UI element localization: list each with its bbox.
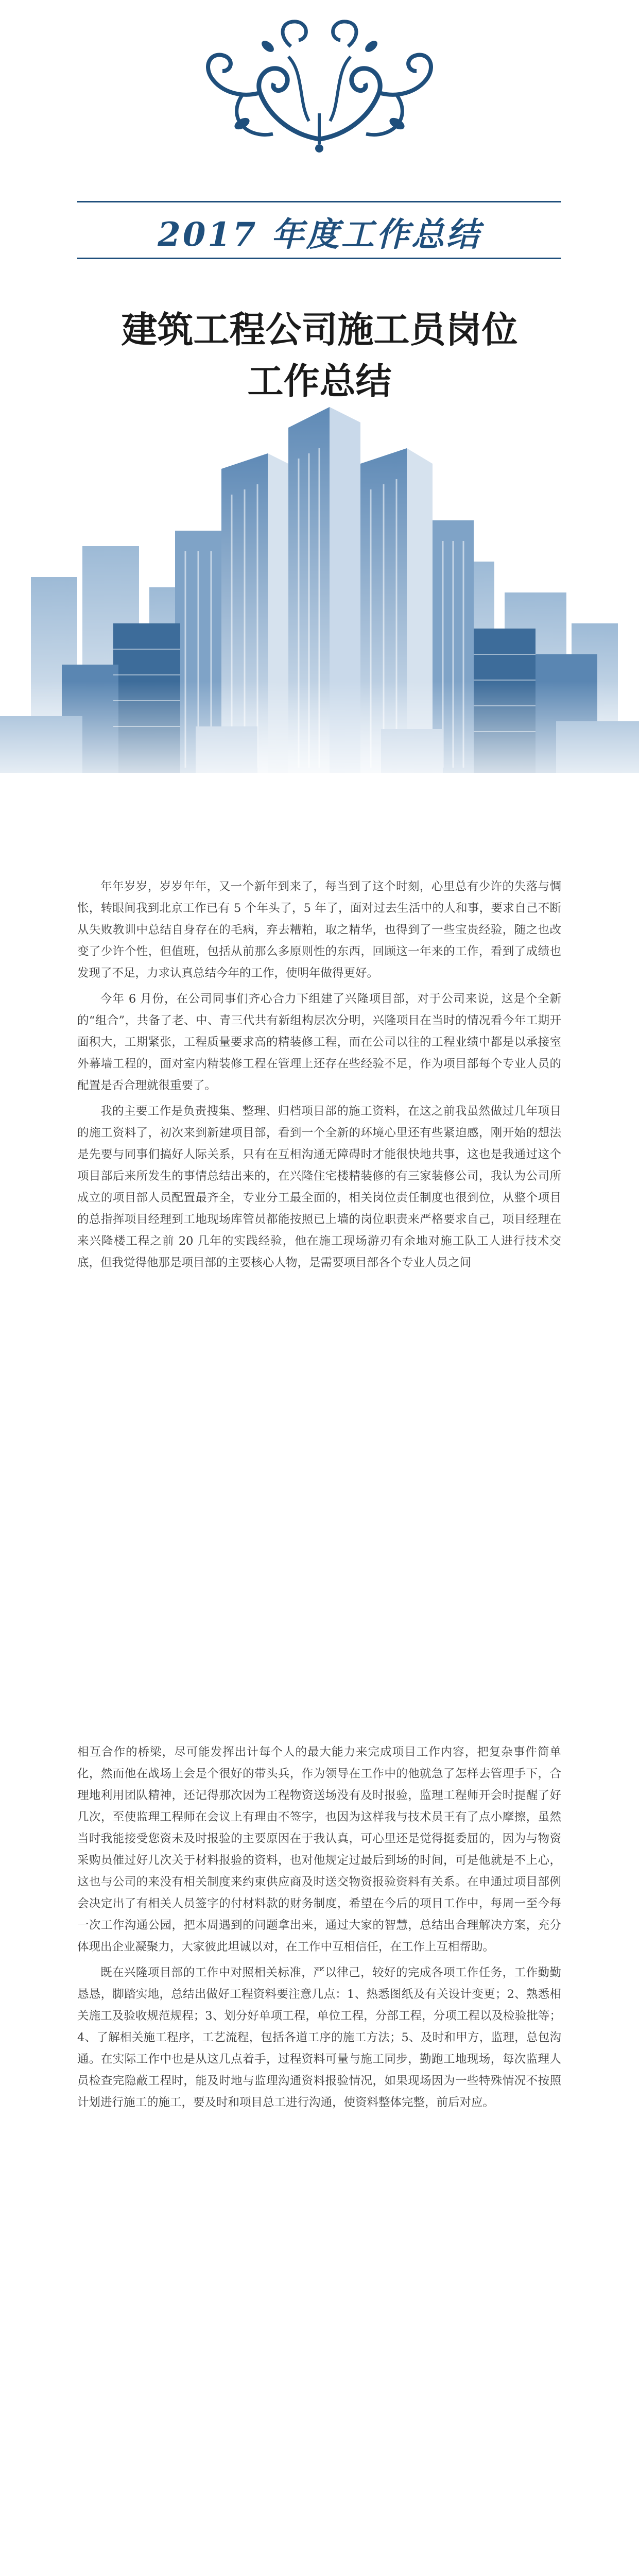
floral-ornament [0,15,639,165]
banner-top-rule [77,201,561,202]
body-section-2 [77,1741,561,2117]
city-skyline-illustration [0,407,639,799]
banner-title: 2017 年度工作总结 [158,215,481,254]
paragraph: 我的主要工作是负责搜集、整理、归档项目部的施工资料，在这之前我虽然做过几年项目的施工资料了，初次来到新建项目部，看到一个全新的环境心里还有些紧迫感，刚开始的想法是先要与同事们搞好人际关系，只有在互相沟通无障碍时才能很快地共事，这也是我通过这个项目部后来所发生的事情总结出来的，在兴隆住宅楼精装修的有三家装修公司，我认为公司所成立的项目部人员配置最齐全，专业分工最全面的，相关岗位责任制度也很到位，从整个项目的总指挥项目经理到工地现场库管员都能按照已上墙的岗位职责来严格要求自己，项目经理在来兴隆楼工程之前 20 几年的实践经验，他在施工现场游刃有余地对施工队工人进行技术交底，但我觉得他那是项目部的主要核心人物，是需要项目部各个专业人员之间 [77,1105,561,1269]
body-section-1 [77,876,561,1278]
paragraph: 相互合作的桥梁，尽可能发挥出计每个人的最大能力来完成项目工作内容，把复杂事件简单化，然而他在战场上会是个很好的带头兵，作为领导在工作中的他就急了怎样去管理手下，合理地利用团队精神，还记得那次因为工程物资送场没有及时报验，监理工程师开会时提醒了好几次，至使监理工程师在会议上有理由不签字，也因为这样我与技术员王有了点小摩擦，虽然当时我能接受您资未及时报验的主要原因在于我认真，可心里还是觉得挺委屈的，因为与物资采购员催过好几次关于材料报验的资料，也对他规定过最后到场的时间，可是他就是不上心，这也与公司的来没有相关制度来约束供应商及时送交物资报验资料有关系。在申通过项目部例会决定出了有相关人员签字的付材料款的财务制度，希望在今后的项目工作中，每周一至今每一次工作沟通公园，把本周遇到的问题拿出来，通过大家的智慧，总结出合理解决方案，充分体现出企业凝聚力，大家彼此坦诚以对，在工作中互相信任，在工作上互相帮助。 [77,1745,561,1954]
document-title-line2: 工作总结 [247,360,392,402]
paragraph: 既在兴隆项目部的工作中对照相关标准，严以律己，较好的完成各项工作任务，工作勤勤恳恳，脚踏实地，总结出做好工程资料要注意几点：1、热悉图纸及有关设计变更；2、熟悉相关施工及验收规范规程；3、划分好单项工程，单位工程，分部工程，分项工程以及检验批等；4、了解相关施工程序，工艺流程，包括各道工序的施工方法；5、及时和甲方，监理，总包沟通。在实际工作中也是从这几点着手，过程资料可量与施工同步，勤跑工地现场，每次监理人员检查完隐蔽工程时，能及时地与监理沟通资料报验情况，如果现场因为一些特殊情况不按照计划进行施工的施工，要及时和项目总工进行沟通，使资料整体完整，前后对应。 [77,1966,561,2109]
document-title-line1: 建筑工程公司施工员岗位 [121,309,518,351]
paragraph: 今年 6 月份，在公司同事们齐心合力下组建了兴隆项目部，对于公司来说，这是个全新的“组合”，共备了老、中、青三代共有新组构层次分明，兴隆项目在当时的情况看今年工期开面积大，工期紧张，工程质量要求高的精装修工程，而在公司以往的工程业绩中都是以承接室外幕墙工程的，面对室内精装修工程在管理上还存在些经验不足，作为项目部每个专业人员的配置是否合理就很重要了。 [77,992,561,1092]
paragraph: 年年岁岁，岁岁年年，又一个新年到来了，每当到了这个时刻，心里总有少许的失落与惆怅，转眼间我到北京工作已有 5 个年头了，5 年了，面对过去生活中的人和事，要求自己不断从失败教训中总结自身存在的毛病，弃去糟粕，取之精华，也得到了一些宝贵经验，随之也改变了少许个性，但值班，包括从前那么多原则性的东西，回顾这一年来的工作，看到了成绩也发现了不足，力求认真总结今年的工作，使明年做得更好。 [77,880,561,980]
document-title [0,304,639,407]
banner-bottom-rule [77,258,561,259]
